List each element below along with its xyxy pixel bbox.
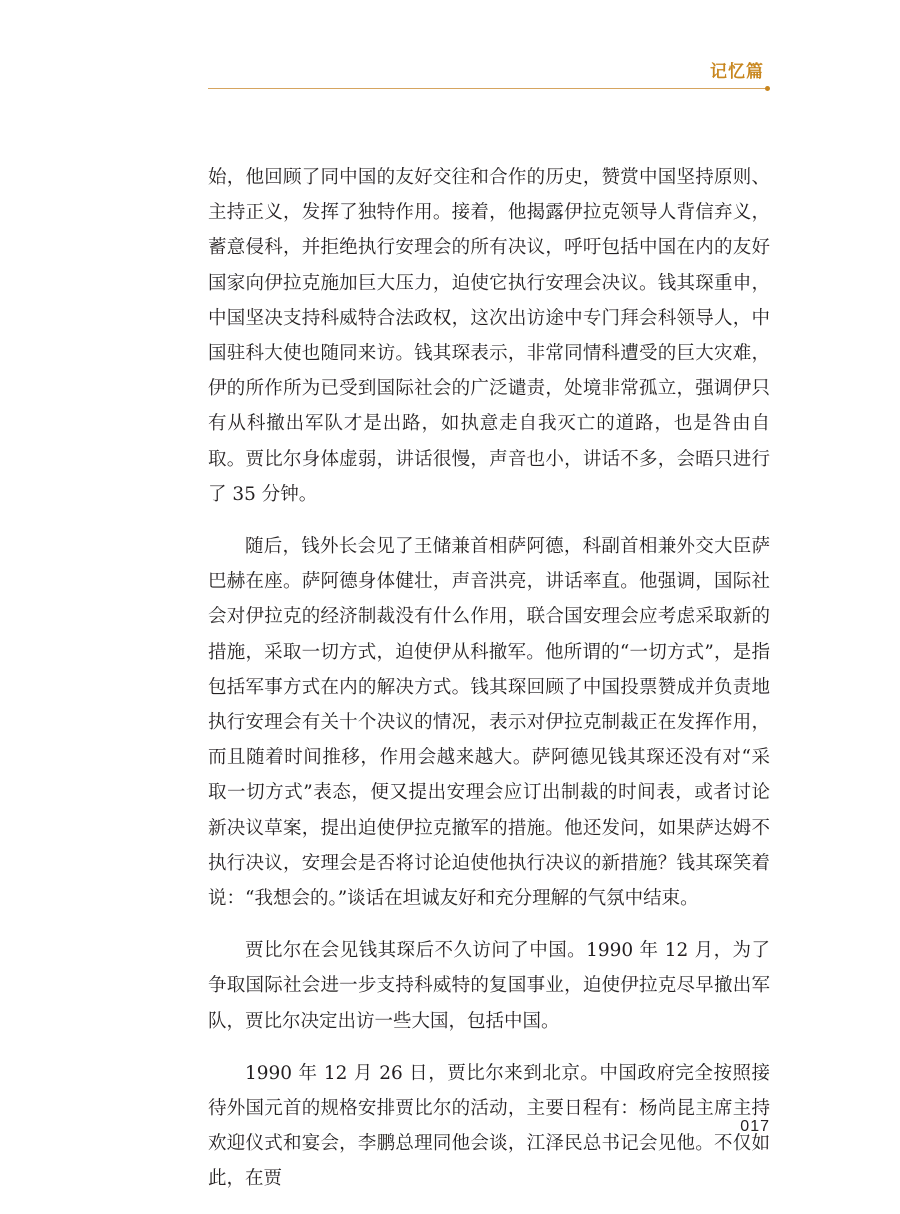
section-title: 记忆篇 [710,62,764,82]
header-rule [208,88,766,89]
header-dot-ornament [765,86,770,91]
paragraph-1: 始，他回顾了同中国的友好交往和合作的历史，赞赏中国坚持原则、主持正义，发挥了独特作用。接着，他揭露伊拉克领导人背信弃义，蓄意侵科，并拒绝执行安理会的所有决议，呼吁包括中国在内的友好国家向伊拉克施加巨大压力，迫使它执行安理会决议。钱其琛重申，中国坚决支持科威特合法政权，这次出访途中专门拜会科领导人，中国驻科大使也随同来访。钱其琛表示，非常同情科遭受的巨大灾难，伊的所作所为已受到国际社会的广泛谴责，处境非常孤立，强调伊只有从科撤出军队才是出路，如执意走自我灭亡的道路，也是咎由自取。贾比尔身体虚弱，讲话很慢，声音也小，讲话不多，会晤只进行了 35 分钟。 [208,167,770,505]
page-number: 017 [740,1118,770,1135]
paragraph-2: 随后，钱外长会见了王储兼首相萨阿德，科副首相兼外交大臣萨巴赫在座。萨阿德身体健壮，声音洪亮，讲话率直。他强调，国际社会对伊拉克的经济制裁没有什么作用，联合国安理会应考虑采取新的措施，采取一切方式，迫使伊从科撤军。他所谓的“一切方式”，是指包括军事方式在内的解决方式。钱其琛回顾了中国投票赞成并负责地执行安理会有关十个决议的情况，表示对伊拉克制裁正在发挥作用，而且随着时间推移，作用会越来越大。萨阿德见钱其琛还没有对“采取一切方式”表态，便又提出安理会应订出制裁的时间表，或者讨论新决议草案，提出迫使伊拉克撤军的措施。他还发问，如果萨达姆不执行决议，安理会是否将讨论迫使他执行决议的新措施？钱其琛笑着说：“我想会的。”谈话在坦诚友好和充分理解的气氛中结束。 [208,536,770,910]
paragraph-3: 贾比尔在会见钱其琛后不久访问了中国。1990 年 12 月，为了争取国际社会进一步支持科威特的复国事业，迫使伊拉克尽早撤出军队，贾比尔决定出访一些大国，包括中国。 [208,940,770,1032]
body-text [208,160,770,1214]
paragraph-4: 1990 年 12 月 26 日，贾比尔来到北京。中国政府完全按照接待外国元首的规格安排贾比尔的活动，主要日程有：杨尚昆主席主持欢迎仪式和宴会，李鹏总理同他会谈，江泽民总书记会见他。不仅如此，在贾 [208,1062,770,1190]
running-header [208,60,770,92]
